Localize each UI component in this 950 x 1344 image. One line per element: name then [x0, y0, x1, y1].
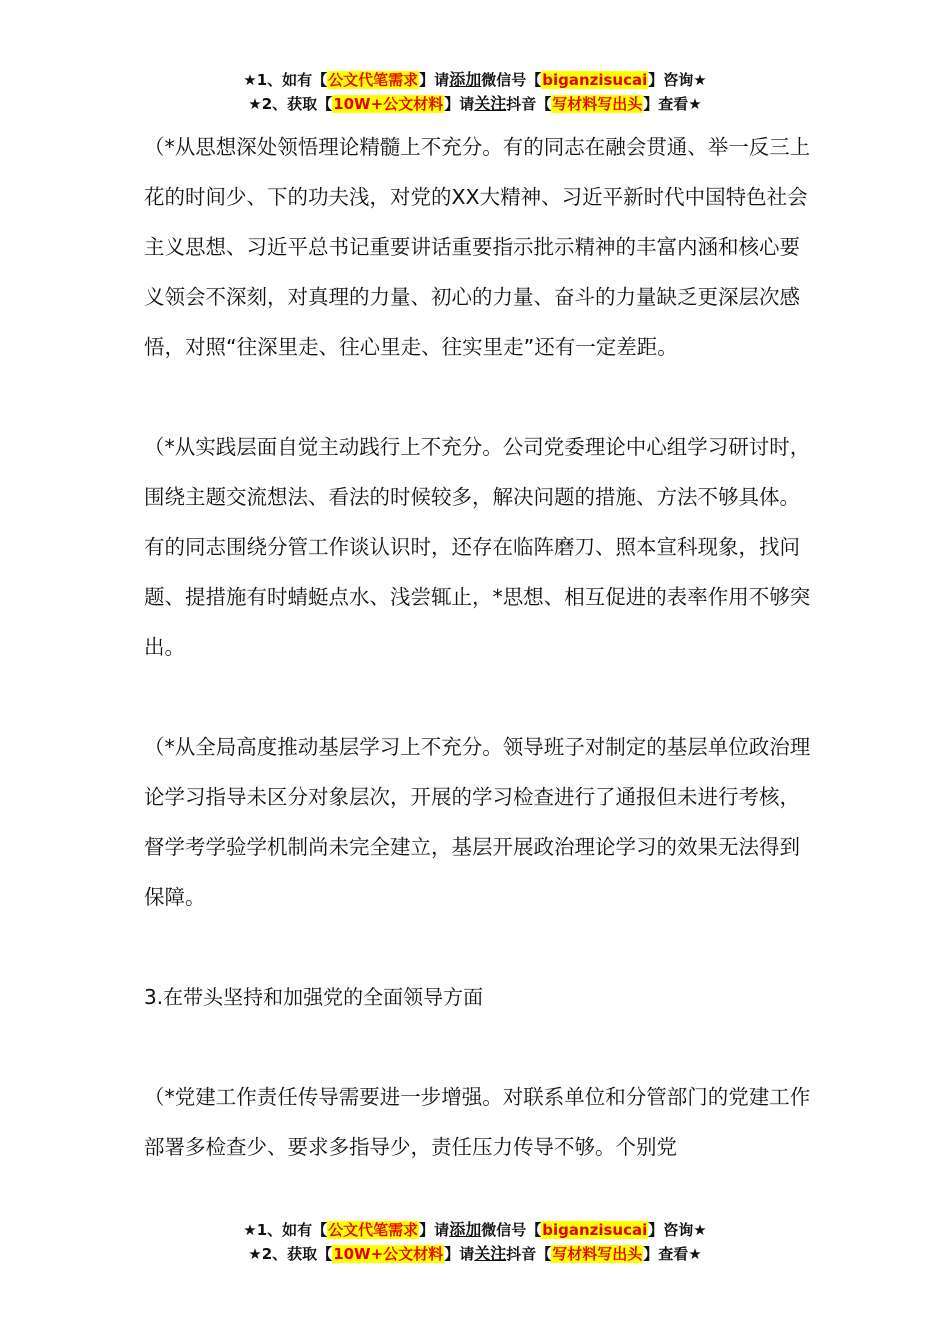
- banner-highlight: biganzisucai: [542, 71, 648, 89]
- banner-underline: 添加: [449, 1220, 482, 1239]
- document-body: [144, 122, 814, 1222]
- banner-text: 】请: [419, 71, 450, 89]
- banner-underline: 添加: [449, 70, 482, 89]
- banner-highlight: 10W+公文材料: [333, 95, 444, 113]
- banner-line-2: [0, 1242, 950, 1266]
- banner-text: 抖音【: [506, 95, 552, 113]
- banner-text: 】请: [444, 1245, 475, 1263]
- banner-highlight: 10W+公文材料: [333, 1245, 444, 1263]
- banner-highlight: biganzisucai: [542, 1221, 648, 1239]
- banner-line-1: [0, 68, 950, 92]
- paragraph-2: （*从实践层面自觉主动践行上不充分。公司党委理论中心组学习研讨时，围绕主题交流想法、看法的时候较多，解决问题的措施、方法不够具体。有的同志围绕分管工作谈认识时，还存在临阵磨刀、照本宣科现象，找问题、提措施有时蜻蜓点水、浅尝辄止，*思想、相互促进的表率作用不够突出。: [144, 435, 811, 659]
- banner-highlight: 写材料写出头: [552, 1245, 643, 1263]
- banner-line-2: [0, 92, 950, 116]
- banner-text: 微信号【: [481, 71, 542, 89]
- banner-underline: 关注: [474, 1244, 507, 1263]
- banner-highlight: 写材料写出头: [552, 95, 643, 113]
- banner-text: ★1、如有【: [243, 1221, 328, 1239]
- banner-text: ★1、如有【: [243, 71, 328, 89]
- banner-text: 】查看★: [643, 95, 702, 113]
- banner-highlight: 公文代笔需求: [328, 1221, 419, 1239]
- banner-text: 抖音【: [506, 1245, 552, 1263]
- banner-text: 】请: [419, 1221, 450, 1239]
- banner-text: 】咨询★: [648, 71, 707, 89]
- paragraph-1: （*从思想深处领悟理论精髓上不充分。有的同志在融会贯通、举一反三上花的时间少、下的功夫浅，对党的XX大精神、习近平新时代中国特色社会主义思想、习近平总书记重要讲话重要指示批示精神的丰富内涵和核心要义领会不深刻，对真理的力量、初心的力量、奋斗的力量缺乏更深层次感悟，对照“往深里走、往心里走、往实里走”还有一定差距。: [144, 135, 811, 359]
- paragraph-3: （*从全局高度推动基层学习上不充分。领导班子对制定的基层单位政治理论学习指导未区分对象层次，开展的学习检查进行了通报但未进行考核，督学考学验学机制尚未完全建立，基层开展政治理论学习的效果无法得到保障。: [144, 735, 811, 909]
- banner-text: 】请: [444, 95, 475, 113]
- banner-text: ★2、获取【: [248, 1245, 333, 1263]
- banner-highlight: 公文代笔需求: [328, 71, 419, 89]
- header-banner: [0, 68, 950, 116]
- paragraph-4: （*党建工作责任传导需要进一步增强。对联系单位和分管部门的党建工作部署多检查少、要求多指导少，责任压力传导不够。个别党: [144, 1085, 811, 1159]
- banner-text: 微信号【: [481, 1221, 542, 1239]
- banner-line-1: [0, 1218, 950, 1242]
- banner-text: ★2、获取【: [248, 95, 333, 113]
- banner-text: 】查看★: [643, 1245, 702, 1263]
- banner-text: 】咨询★: [648, 1221, 707, 1239]
- section-heading: 3.在带头坚持和加强党的全面领导方面: [144, 985, 484, 1009]
- banner-underline: 关注: [474, 94, 507, 113]
- footer-banner: [0, 1218, 950, 1266]
